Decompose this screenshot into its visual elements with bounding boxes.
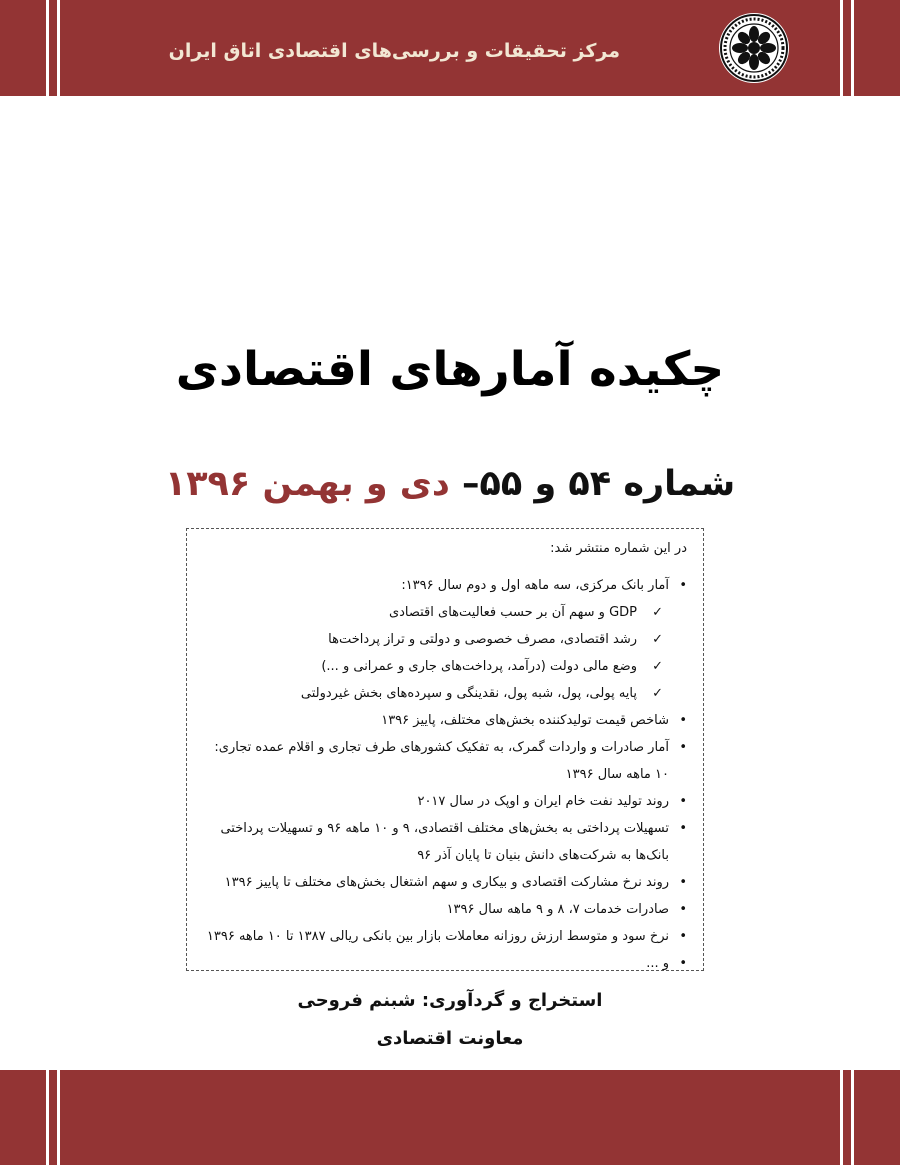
checkmark-icon: ✓ — [652, 605, 663, 620]
issue-line — [120, 464, 780, 504]
list-item: • و ... — [201, 950, 669, 977]
sub-list-item: ✓ پایه پولی، پول، شبه پول، نقدینگی و سپرده‌های بخش غیردولتی — [201, 680, 637, 707]
department-name: معاونت اقتصادی — [376, 1028, 524, 1049]
list-item: • آمار صادرات و واردات گمرک، به تفکیک کشورهای طرف تجاری و اقلام عمده تجاری: ۱۰ ماهه سال ۱۳۹۶ — [201, 734, 669, 788]
list-item: • نرخ سود و متوسط ارزش روزانه معاملات بازار بین بانکی ریالی ۱۳۸۷ تا ۱۰ ماهه ۱۳۹۶ — [201, 923, 669, 950]
checkmark-icon: ✓ — [652, 659, 663, 674]
checkmark-icon: ✓ — [652, 632, 663, 647]
sub-list-item: ✓ GDP و سهم آن بر حسب فعالیت‌های اقتصادی — [201, 599, 637, 626]
vertical-rule-left-inner — [57, 0, 60, 1165]
vertical-rule-left-outer — [46, 0, 49, 1165]
list-item: • روند نرخ مشارکت اقتصادی و بیکاری و سهم اشتغال بخش‌های مختلف تا پاییز ۱۳۹۶ — [201, 869, 669, 896]
document-title: چکیده آمارهای اقتصادی — [175, 342, 725, 397]
issue-date: دی و بهمن ۱۳۹۶ — [164, 464, 450, 504]
list-item: • آمار بانک مرکزی، سه ماهه اول و دوم سال ۱۳۹۶: ✓ GDP و سهم آن بر حسب فعالیت‌های اقتصادی ✓ رشد اقتصادی، مصرف خصوصی و دولتی و تراز پرداخت‌ها ✓ وضع مالی دولت (درآمد، پرداخت‌های جاری و عمرانی و ...) ✓ پایه پولی، پول، شبه پول، نقدینگی و سپرده‌های بخش غیردولتی — [201, 572, 669, 707]
list-item: • شاخص قیمت تولیدکننده بخش‌های مختلف، پاییز ۱۳۹۶ — [201, 707, 669, 734]
sub-list — [201, 599, 669, 707]
issue-number: شماره ۵۴ و ۵۵– — [462, 464, 736, 504]
contents-intro: در این شماره منتشر شد: — [550, 541, 687, 556]
sub-list-item: ✓ رشد اقتصادی، مصرف خصوصی و دولتی و تراز پرداخت‌ها — [201, 626, 637, 653]
contents-list — [201, 572, 687, 977]
vertical-rule-right-inner — [840, 0, 843, 1165]
list-item: • تسهیلات پرداختی به بخش‌های مختلف اقتصادی، ۹ و ۱۰ ماهه ۹۶ و تسهیلات پرداختی بانک‌ها به شرکت‌های دانش بنیان تا پایان آذر ۹۶ — [201, 815, 669, 869]
compiled-by: استخراج و گردآوری: شبنم فروحی — [297, 990, 603, 1011]
footer-bar — [0, 1070, 900, 1165]
contents-box — [186, 528, 704, 971]
chamber-of-commerce-seal-icon — [718, 12, 790, 84]
list-item: • صادرات خدمات ۷، ۸ و ۹ ماهه سال ۱۳۹۶ — [201, 896, 669, 923]
checkmark-icon: ✓ — [652, 686, 663, 701]
list-item: • روند تولید نفت خام ایران و اوپک در سال ۲۰۱۷ — [201, 788, 669, 815]
vertical-rule-right-outer — [851, 0, 854, 1165]
organization-name: مرکز تحقیقات و بررسی‌های اقتصادی اتاق ایران — [168, 40, 620, 62]
sub-list-item: ✓ وضع مالی دولت (درآمد، پرداخت‌های جاری و عمرانی و ...) — [201, 653, 637, 680]
